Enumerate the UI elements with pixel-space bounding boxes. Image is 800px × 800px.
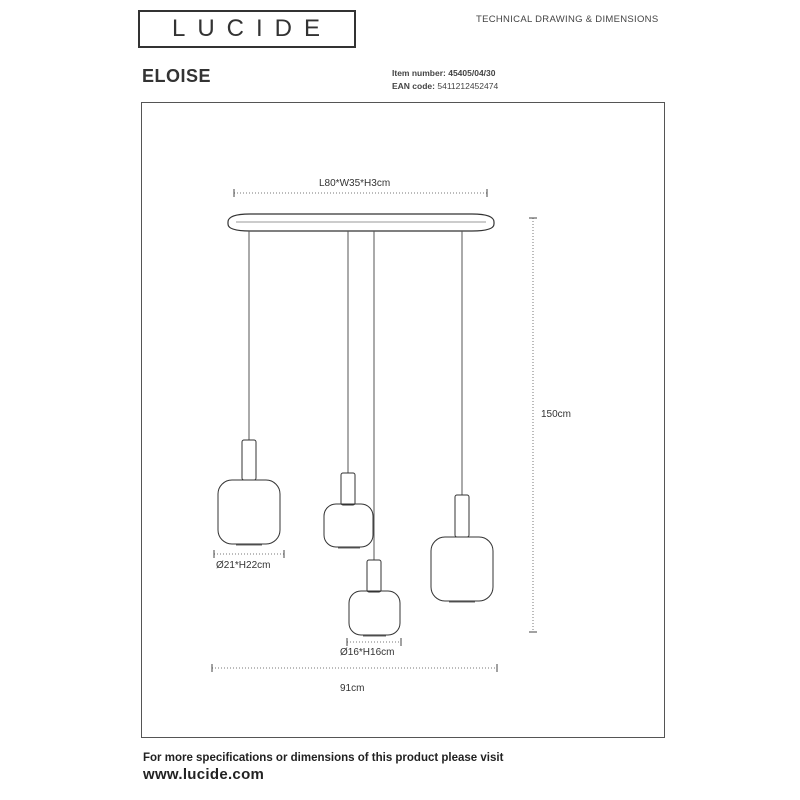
brand-name: LUCIDE <box>171 15 333 42</box>
pendant-small-middle <box>324 473 373 548</box>
height-dimension-line <box>529 218 537 632</box>
product-name: ELOISE <box>142 66 212 86</box>
ean-code-value: 5411212452474 <box>437 81 499 91</box>
shade-large-dimension-line <box>214 550 284 558</box>
canopy-dimension-line <box>234 189 487 197</box>
item-number-value: 45405/04/30 <box>448 68 496 78</box>
total-width-dimension-line <box>212 664 497 672</box>
document-type: TECHNICAL DRAWING & DIMENSIONS <box>476 14 659 25</box>
pendant-cables <box>249 231 462 560</box>
height-dimension-label: 150cm <box>541 409 572 420</box>
total-width-dimension-label: 91cm <box>340 683 365 694</box>
footer-text: For more specifications or dimensions of this product please visit <box>143 752 504 764</box>
website-link[interactable]: www.lucide.com <box>143 766 265 783</box>
shade-large-dimension-label: Ø21*H22cm <box>216 560 271 571</box>
ceiling-canopy <box>228 214 494 231</box>
pendant-large-right <box>431 495 493 602</box>
shade-small-dimension-line <box>347 638 401 646</box>
pendant-large-left <box>218 440 280 545</box>
canopy-dimension-label: L80*W35*H3cm <box>319 178 391 189</box>
item-number-label: Item number: <box>392 68 446 78</box>
pendant-small-lower <box>349 560 400 636</box>
ean-code-label: EAN code: <box>392 81 435 91</box>
shade-small-dimension-label: Ø16*H16cm <box>340 647 395 658</box>
